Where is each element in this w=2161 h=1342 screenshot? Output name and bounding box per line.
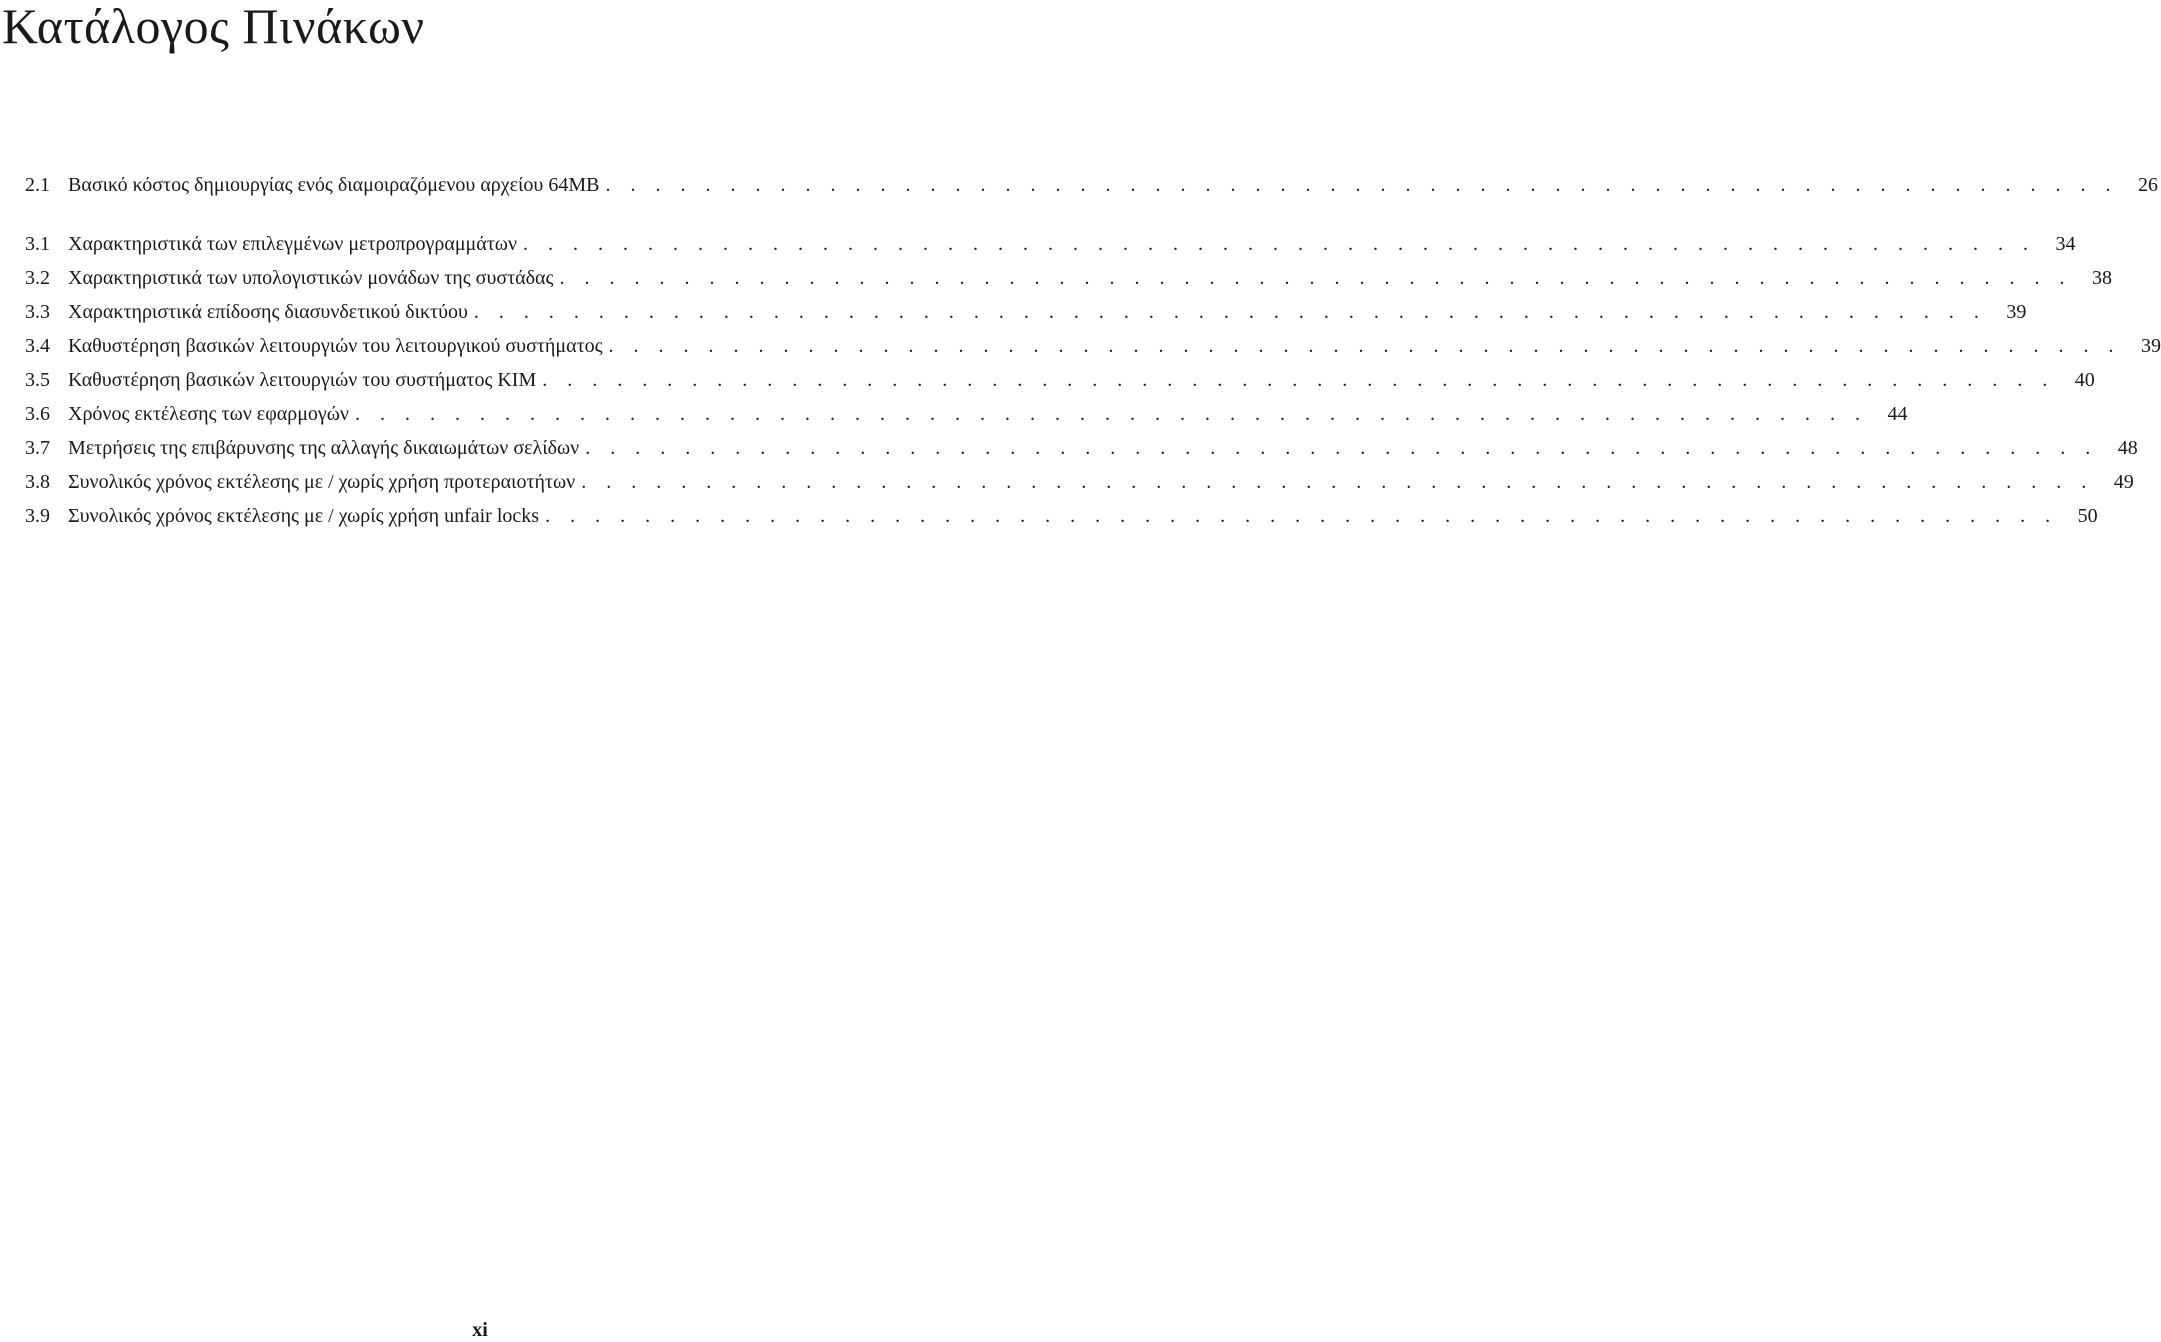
entry-page: 44: [1887, 403, 1908, 425]
toc-entry-3-8[interactable]: [25, 465, 2134, 499]
dot-leader: . . . . . . . . . . . . . . . . . . . . . . . . . . . . . . . . . . . . . . . . . . . . . . . . . . . . . . . . . . . . .: [581, 471, 2094, 493]
entry-title: Μετρήσεις της επιβάρυνσης της αλλαγής δικαιωμάτων σελίδων: [68, 437, 580, 459]
entry-page: 26: [2137, 174, 2158, 196]
entry-title: Χαρακτηριστικά των υπολογιστικών μονάδων της συστάδας: [68, 267, 554, 289]
dot-leader: . . . . . . . . . . . . . . . . . . . . . . . . . . . . . . . . . . . . . . . . . . . . . . . . . . . . . . . . . . . . .: [608, 335, 2122, 357]
dot-leader: . . . . . . . . . . . . . . . . . . . . . . . . . . . . . . . . . . . . . . . . . . . . . . . . . . . . . . . . . . . . .: [354, 403, 1868, 425]
entry-number: 3.6: [25, 403, 50, 425]
entry-page: 39: [2006, 301, 2027, 323]
entry-page: 48: [2117, 437, 2138, 459]
dot-leader: . . . . . . . . . . . . . . . . . . . . . . . . . . . . . . . . . . . . . . . . . . . . . . . . . . . . . . . . . . . . .: [585, 437, 2098, 459]
entry-number: 3.5: [25, 369, 50, 391]
toc-entry-3-7[interactable]: [25, 431, 2138, 465]
page-number: xi: [472, 1319, 488, 1341]
entry-number: 3.1: [25, 233, 50, 255]
entry-page: 49: [2113, 471, 2134, 493]
dot-leader: . . . . . . . . . . . . . . . . . . . . . . . . . . . . . . . . . . . . . . . . . . . . . . . . . . . . . . . . . . . . .: [542, 369, 2055, 391]
page-title: Κατάλογος Πινάκων: [2, 0, 425, 54]
entry-title: Συνολικός χρόνος εκτέλεσης με / χωρίς χρήση unfair locks: [68, 505, 540, 527]
dot-leader: . . . . . . . . . . . . . . . . . . . . . . . . . . . . . . . . . . . . . . . . . . . . . . . . . . . . . . . . . . . . .: [523, 233, 2036, 255]
toc-entry-3-9[interactable]: [25, 499, 2098, 533]
toc-entry-3-5[interactable]: [25, 363, 2095, 397]
toc-entry-3-2[interactable]: [25, 261, 2112, 295]
dot-leader: . . . . . . . . . . . . . . . . . . . . . . . . . . . . . . . . . . . . . . . . . . . . . . . . . . . . . . . . . . . . .: [473, 301, 1987, 323]
entry-page: 50: [2077, 505, 2098, 527]
entry-title: Συνολικός χρόνος εκτέλεσης με / χωρίς χρήση προτεραιοτήτων: [68, 471, 576, 493]
entry-page: 34: [2055, 233, 2076, 255]
entry-title: Καθυστέρηση βασικών λειτουργιών του συστήματος KIM: [68, 369, 537, 391]
entry-title: Χαρακτηριστικά επίδοσης διασυνδετικού δικτύου: [68, 301, 468, 323]
toc-entry-2-1[interactable]: [25, 168, 2158, 202]
entry-number: 3.4: [25, 335, 50, 357]
entry-page: 40: [2074, 369, 2095, 391]
entry-number: 3.7: [25, 437, 50, 459]
toc-entry-3-6[interactable]: [25, 397, 1908, 431]
entry-number: 3.2: [25, 267, 50, 289]
toc-entry-3-1[interactable]: [25, 227, 2076, 261]
entry-number: 3.9: [25, 505, 50, 527]
entry-title: Βασικό κόστος δημιουργίας ενός διαμοιραζόμενου αρχείου 64MB: [68, 174, 600, 196]
entry-title: Χρόνος εκτέλεσης των εφαρμογών: [68, 403, 349, 425]
dot-leader: . . . . . . . . . . . . . . . . . . . . . . . . . . . . . . . . . . . . . . . . . . . . . . . . . . . . . . . . . . . . .: [559, 267, 2072, 289]
toc-entry-3-3[interactable]: [25, 295, 2027, 329]
entry-number: 3.8: [25, 471, 50, 493]
entry-title: Χαρακτηριστικά των επιλεγμένων μετροπρογραμμάτων: [68, 233, 518, 255]
dot-leader: . . . . . . . . . . . . . . . . . . . . . . . . . . . . . . . . . . . . . . . . . . . . . . . . . . . . . . . . . . . . .: [605, 174, 2118, 196]
toc-entry-3-4[interactable]: [25, 329, 2161, 363]
entry-number: 2.1: [25, 174, 50, 196]
entry-number: 3.3: [25, 301, 50, 323]
entry-title: Καθυστέρηση βασικών λειτουργιών του λειτουργικού συστήματος: [68, 335, 603, 357]
dot-leader: . . . . . . . . . . . . . . . . . . . . . . . . . . . . . . . . . . . . . . . . . . . . . . . . . . . . . . . . . . . . .: [545, 505, 2058, 527]
entry-page: 39: [2141, 335, 2161, 357]
entry-page: 38: [2091, 267, 2112, 289]
